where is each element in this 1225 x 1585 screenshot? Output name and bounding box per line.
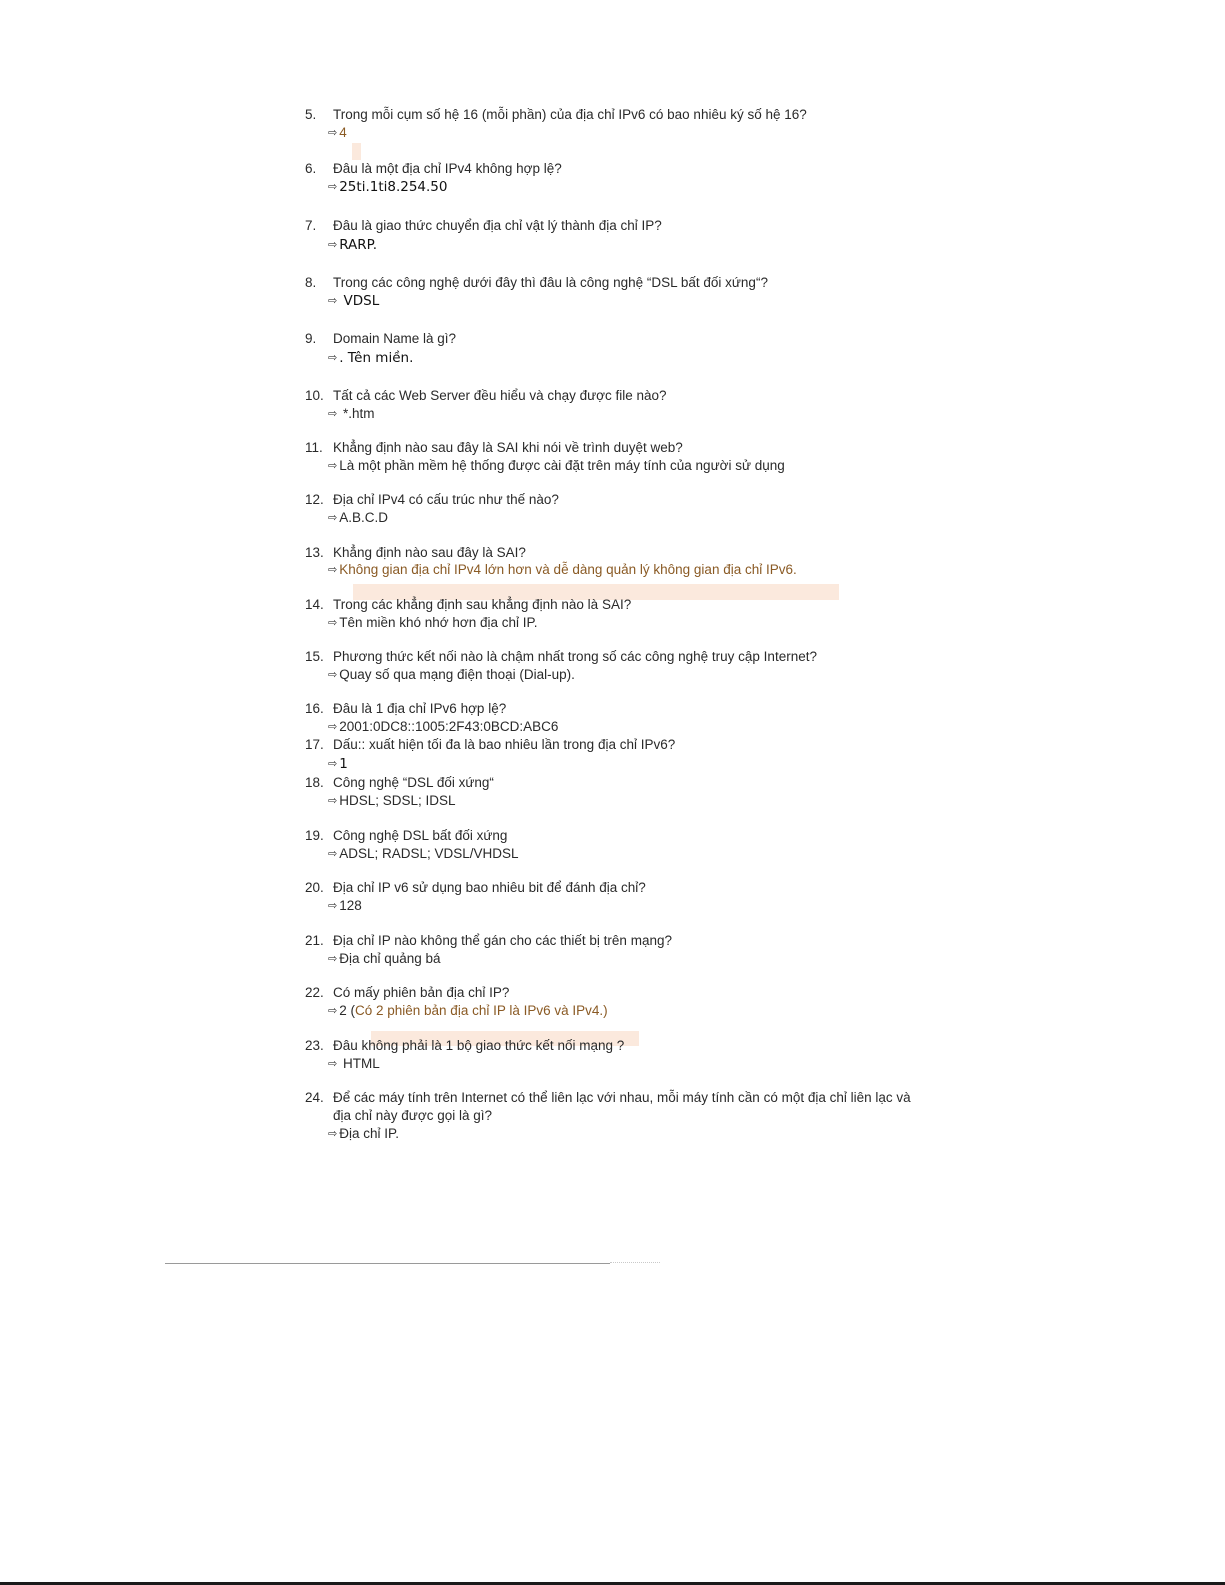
question-text: Trong mỗi cụm số hệ 16 (mỗi phần) của địa chỉ IPv6 có bao nhiêu ký số hệ 16?	[333, 107, 807, 122]
answer-text: VDSL	[339, 293, 380, 309]
arrow-icon: ⇨	[328, 460, 338, 472]
answer	[328, 950, 441, 968]
answer-text: 2001:0DC8::1005:2F43:0BCD:ABC6	[339, 719, 559, 734]
question-number: 18.	[305, 775, 324, 790]
arrow-icon: ⇨	[328, 721, 338, 733]
arrow-icon: ⇨	[328, 758, 338, 770]
question-number: 23.	[305, 1038, 324, 1053]
question-text: Dấu:: xuất hiện tối đa là bao nhiêu lần trong địa chỉ IPv6?	[333, 737, 676, 752]
answer-text: HTML	[339, 1056, 380, 1071]
answer-text: Quay số qua mạng điện thoại (Dial-up).	[339, 667, 575, 682]
arrow-icon: ⇨	[328, 617, 338, 629]
arrow-icon: ⇨	[328, 352, 338, 364]
question-number: 19.	[305, 828, 324, 843]
question-text: Công nghệ “DSL đối xứng“	[333, 775, 494, 790]
question-number: 10.	[305, 388, 324, 403]
answer	[328, 124, 347, 142]
question-number: 6.	[305, 161, 317, 176]
question-number: 8.	[305, 275, 317, 290]
question-text: Đâu là giao thức chuyển địa chỉ vật lý thành địa chỉ IP?	[333, 218, 662, 233]
question-number: 22.	[305, 985, 324, 1000]
answer-text: A.B.C.D	[339, 510, 388, 525]
question-text: Có mấy phiên bản địa chỉ IP?	[333, 985, 510, 1000]
arrow-icon: ⇨	[328, 848, 338, 860]
answer	[328, 718, 558, 736]
question-number: 21.	[305, 933, 324, 948]
question-text-continued: địa chỉ này được gọi là gì?	[333, 1108, 492, 1123]
arrow-icon: ⇨	[328, 127, 338, 139]
question-text: Để các máy tính trên Internet có thể liên lạc với nhau, mỗi máy tính cần có một địa chỉ liên lạc và	[333, 1090, 911, 1105]
answer-text: . Tên miền.	[339, 350, 414, 366]
question-text: Trong các khẳng định sau khẳng định nào là SAI?	[333, 597, 632, 612]
question-number: 20.	[305, 880, 324, 895]
answer	[328, 845, 519, 863]
answer	[328, 755, 348, 773]
arrow-icon: ⇨	[328, 1058, 338, 1070]
answer-text: *.htm	[339, 406, 375, 421]
answer	[328, 561, 797, 579]
answer	[328, 349, 413, 367]
question-text: Địa chỉ IP v6 sử dụng bao nhiêu bit để đánh địa chỉ?	[333, 880, 646, 895]
question-text: Đâu là một địa chỉ IPv4 không hợp lệ?	[333, 161, 562, 176]
question-number: 12.	[305, 492, 324, 507]
footer-dotted-rule	[610, 1262, 660, 1265]
answer-text: Là một phần mềm hệ thống được cài đặt trên máy tính của người sử dụng	[339, 458, 785, 473]
arrow-icon: ⇨	[328, 239, 338, 251]
question-text: Trong các công nghệ dưới đây thì đâu là công nghệ “DSL bất đối xứng“?	[333, 275, 768, 290]
answer-text: 4	[339, 125, 347, 140]
answer-prefix: 2 (	[339, 1003, 355, 1018]
question-text: Khẳng định nào sau đây là SAI khi nói về trình duyệt web?	[333, 440, 683, 455]
answer-text: HDSL; SDSL; IDSL	[339, 793, 456, 808]
footer-rule	[165, 1263, 610, 1264]
answer-text: ADSL; RADSL; VDSL/VHDSL	[339, 846, 519, 861]
answer-text: Địa chỉ quảng bá	[339, 951, 441, 966]
question-number: 24.	[305, 1090, 324, 1105]
answer-text: Có 2 phiên bản địa chỉ IP là IPv6 và IPv4.)	[354, 1003, 608, 1018]
answer-text: 1	[339, 756, 348, 772]
arrow-icon: ⇨	[328, 181, 338, 193]
answer	[328, 666, 575, 684]
answer-text: 25ti.1ti8.254.50	[339, 179, 448, 195]
answer	[328, 792, 456, 810]
answer-text: Địa chỉ IP.	[339, 1126, 399, 1141]
answer	[328, 614, 538, 632]
question-number: 11.	[305, 440, 323, 455]
arrow-icon: ⇨	[328, 564, 338, 576]
arrow-icon: ⇨	[328, 408, 338, 420]
question-text: Địa chỉ IPv4 có cấu trúc như thế nào?	[333, 492, 559, 507]
question-number: 16.	[305, 701, 324, 716]
answer	[328, 236, 377, 254]
answer-text: 128	[339, 898, 362, 913]
question-text: Địa chỉ IP nào không thể gán cho các thiết bị trên mạng?	[333, 933, 672, 948]
arrow-icon: ⇨	[328, 1005, 338, 1017]
question-text: Domain Name là gì?	[333, 331, 457, 346]
question-number: 15.	[305, 649, 324, 664]
answer	[328, 509, 388, 527]
answer-text: RARP.	[339, 237, 377, 253]
answer	[328, 897, 362, 915]
arrow-icon: ⇨	[328, 953, 338, 965]
arrow-icon: ⇨	[328, 900, 338, 912]
answer-text: Tên miền khó nhớ hơn địa chỉ IP.	[339, 615, 538, 630]
arrow-icon: ⇨	[328, 295, 338, 307]
question-text: Khẳng định nào sau đây là SAI?	[333, 545, 526, 560]
arrow-icon: ⇨	[328, 1128, 338, 1140]
answer	[328, 405, 374, 423]
question-number: 13.	[305, 545, 324, 560]
arrow-icon: ⇨	[328, 512, 338, 524]
question-number: 17.	[305, 737, 324, 752]
question-text: Phương thức kết nối nào là chậm nhất trong số các công nghệ truy cập Internet?	[333, 649, 817, 664]
question-number: 9.	[305, 331, 317, 346]
answer	[328, 1125, 399, 1143]
answer	[328, 292, 379, 310]
answer	[328, 1002, 608, 1020]
question-number: 5.	[305, 107, 317, 122]
arrow-icon: ⇨	[328, 795, 338, 807]
answer	[328, 178, 447, 196]
question-text: Công nghệ DSL bất đối xứng	[333, 828, 508, 843]
answer	[328, 457, 785, 475]
answer	[328, 1055, 380, 1073]
question-text: Đâu không phải là 1 bộ giao thức kết nối mạng ?	[333, 1038, 625, 1053]
arrow-icon: ⇨	[328, 669, 338, 681]
answer-text: Không gian địa chỉ IPv4 lớn hơn và dễ dàng quản lý không gian địa chỉ IPv6.	[339, 562, 797, 577]
question-number: 14.	[305, 597, 324, 612]
question-text: Đâu là 1 địa chỉ IPv6 hợp lệ?	[333, 701, 507, 716]
highlight-shade	[352, 143, 361, 160]
question-text: Tất cả các Web Server đều hiểu và chạy được file nào?	[333, 388, 667, 403]
question-number: 7.	[305, 218, 317, 233]
